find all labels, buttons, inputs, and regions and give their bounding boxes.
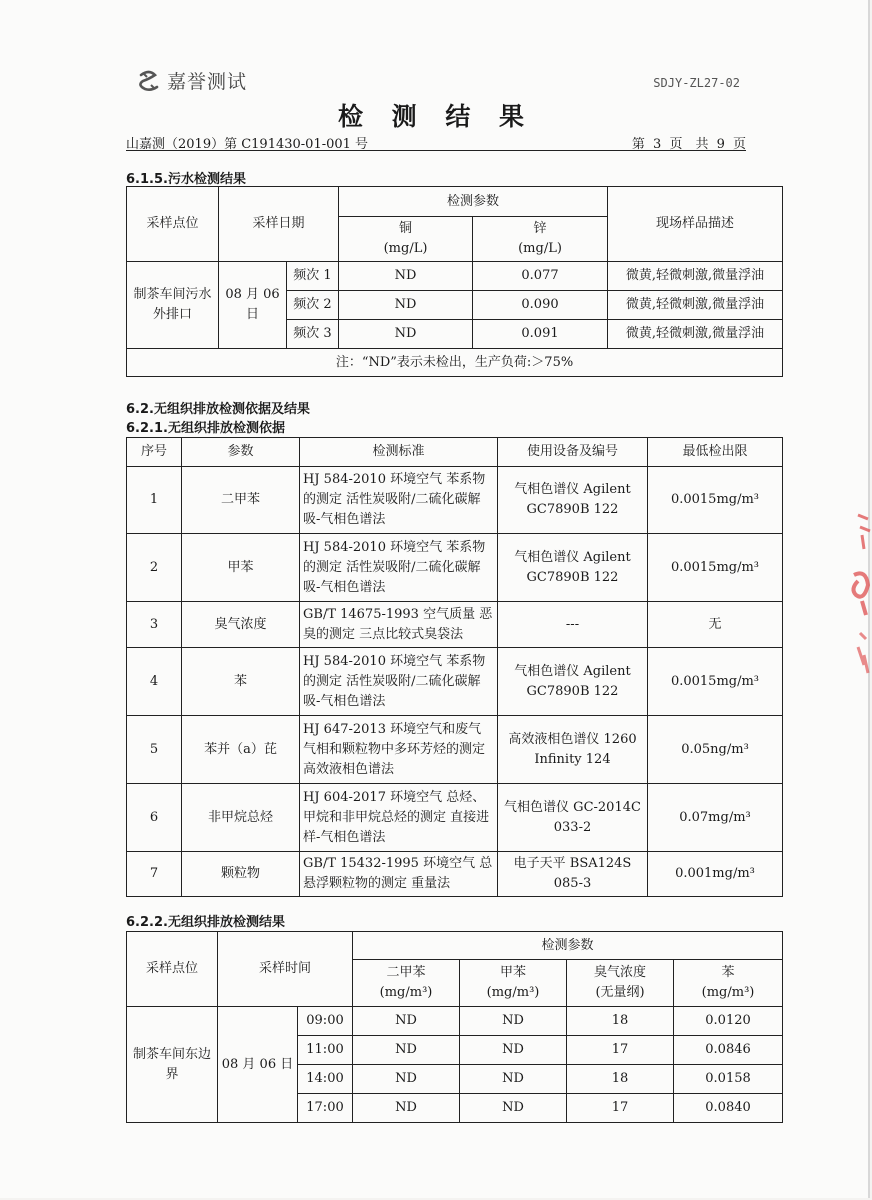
copper-cell: ND	[339, 262, 473, 291]
time-cell: 09:00	[298, 1007, 353, 1036]
row-param: 苯	[182, 648, 300, 716]
section-heading-results: 6.2.2.无组织排放检测结果	[126, 915, 285, 930]
zinc-cell: 0.091	[473, 320, 608, 349]
row-standard: HJ 584-2010 环境空气 苯系物的测定 活性炭吸附/二硫化碳解吸-气相色谱法	[300, 648, 498, 716]
header-benzene: 苯 (mg/m³)	[674, 960, 783, 1007]
header-time: 采样时间	[218, 932, 353, 1007]
section-heading-basis: 6.2.1.无组织排放检测依据	[126, 421, 285, 436]
section-heading-wastewater: 6.1.5.污水检测结果	[126, 172, 246, 187]
detection-basis-table	[126, 437, 783, 897]
row-limit: 0.0015mg/m³	[648, 648, 783, 716]
row-standard: GB/T 14675-1993 空气质量 恶臭的测定 三点比较式臭袋法	[300, 602, 498, 648]
row-no: 7	[127, 852, 182, 897]
desc-cell: 微黄,轻微刺激,微量浮油	[608, 320, 783, 349]
sampling-date: 08 月 06 日	[219, 262, 287, 349]
row-limit: 0.05ng/m³	[648, 716, 783, 784]
row-param: 颗粒物	[182, 852, 300, 897]
row-no: 6	[127, 784, 182, 852]
freq-cell: 频次 3	[287, 320, 339, 349]
table-note: 注：“ND”表示未检出，生产负荷:＞75%	[127, 349, 783, 377]
header-xylene: 二甲苯 (mg/m³)	[353, 960, 460, 1007]
row-no: 5	[127, 716, 182, 784]
sampling-date: 08 月 06 日	[218, 1007, 298, 1123]
header-date: 采样日期	[219, 187, 339, 262]
zinc-cell: 0.077	[473, 262, 608, 291]
document-code: SDJY-ZL27-02	[653, 76, 740, 90]
header-param: 参数	[182, 438, 300, 467]
header-params: 检测参数	[353, 932, 783, 960]
section-heading-unorganized: 6.2.无组织排放检测依据及结果	[126, 402, 310, 417]
row-no: 1	[127, 467, 182, 534]
xylene-cell: ND	[353, 1094, 460, 1123]
row-limit: 0.0015mg/m³	[648, 534, 783, 602]
header-standard: 检测标准	[300, 438, 498, 467]
unorganized-results-table	[126, 931, 783, 1123]
header-device: 使用设备及编号	[498, 438, 648, 467]
company-logo	[137, 67, 247, 94]
odor-cell: 18	[567, 1065, 674, 1094]
row-no: 3	[127, 602, 182, 648]
header-copper: 铜 (mg/L)	[339, 217, 473, 262]
freq-cell: 频次 1	[287, 262, 339, 291]
odor-cell: 17	[567, 1094, 674, 1123]
freq-cell: 频次 2	[287, 291, 339, 320]
row-device: 气相色谱仪 Agilent GC7890B 122	[498, 648, 648, 716]
benzene-cell: 0.0840	[674, 1094, 783, 1123]
xylene-cell: ND	[353, 1065, 460, 1094]
row-standard: HJ 584-2010 环境空气 苯系物的测定 活性炭吸附/二硫化碳解吸-气相色谱法	[300, 467, 498, 534]
xylene-cell: ND	[353, 1007, 460, 1036]
zinc-cell: 0.090	[473, 291, 608, 320]
xylene-cell: ND	[353, 1036, 460, 1065]
desc-cell: 微黄,轻微刺激,微量浮油	[608, 262, 783, 291]
page-title: 检 测 结 果	[337, 102, 535, 131]
row-no: 2	[127, 534, 182, 602]
company-logo-text: 嘉誉测试	[167, 71, 248, 93]
copper-cell: ND	[339, 320, 473, 349]
benzene-cell: 0.0120	[674, 1007, 783, 1036]
wastewater-results-table	[126, 186, 783, 377]
page-info: 第 3 页 共 9 页	[631, 137, 746, 152]
header-zinc: 锌 (mg/L)	[473, 217, 608, 262]
row-standard: GB/T 15432-1995 环境空气 总悬浮颗粒物的测定 重量法	[300, 852, 498, 897]
row-device: 电子天平 BSA124S 085-3	[498, 852, 648, 897]
header-no: 序号	[127, 438, 182, 467]
odor-cell: 18	[567, 1007, 674, 1036]
header-point: 采样点位	[127, 932, 218, 1007]
toluene-cell: ND	[460, 1036, 567, 1065]
time-cell: 17:00	[298, 1094, 353, 1123]
row-device: 气相色谱仪 Agilent GC7890B 122	[498, 534, 648, 602]
row-limit: 0.07mg/m³	[648, 784, 783, 852]
sampling-point: 制茶车间东边界	[127, 1007, 218, 1123]
toluene-cell: ND	[460, 1065, 567, 1094]
row-param: 二甲苯	[182, 467, 300, 534]
row-limit: 0.0015mg/m³	[648, 467, 783, 534]
toluene-cell: ND	[460, 1007, 567, 1036]
row-param: 苯并（a）芘	[182, 716, 300, 784]
desc-cell: 微黄,轻微刺激,微量浮油	[608, 291, 783, 320]
header-odor: 臭气浓度 (无量纲)	[567, 960, 674, 1007]
seal-stamp-fragment	[840, 505, 872, 685]
copper-cell: ND	[339, 291, 473, 320]
row-standard: HJ 647-2013 环境空气和废气 气相和颗粒物中多环芳烃的测定 高效液相色谱法	[300, 716, 498, 784]
header-limit: 最低检出限	[648, 438, 783, 467]
row-device: 高效液相色谱仪 1260 Infinity 124	[498, 716, 648, 784]
header-rule	[126, 150, 746, 151]
toluene-cell: ND	[460, 1094, 567, 1123]
row-limit: 0.001mg/m³	[648, 852, 783, 897]
benzene-cell: 0.0846	[674, 1036, 783, 1065]
header-desc: 现场样品描述	[608, 187, 783, 262]
time-cell: 14:00	[298, 1065, 353, 1094]
odor-cell: 17	[567, 1036, 674, 1065]
row-param: 甲苯	[182, 534, 300, 602]
row-no: 4	[127, 648, 182, 716]
benzene-cell: 0.0158	[674, 1065, 783, 1094]
row-device: ---	[498, 602, 648, 648]
header-params: 检测参数	[339, 187, 608, 217]
header-toluene: 甲苯 (mg/m³)	[460, 960, 567, 1007]
row-param: 非甲烷总烃	[182, 784, 300, 852]
row-device: 气相色谱仪 GC-2014C 033-2	[498, 784, 648, 852]
header-point: 采样点位	[127, 187, 219, 262]
company-logo-icon	[137, 69, 161, 93]
row-device: 气相色谱仪 Agilent GC7890B 122	[498, 467, 648, 534]
row-standard: HJ 584-2010 环境空气 苯系物的测定 活性炭吸附/二硫化碳解吸-气相色谱法	[300, 534, 498, 602]
row-standard: HJ 604-2017 环境空气 总烃、甲烷和非甲烷总烃的测定 直接进样-气相色谱法	[300, 784, 498, 852]
row-limit: 无	[648, 602, 783, 648]
time-cell: 11:00	[298, 1036, 353, 1065]
report-number: 山嘉测（2019）第 C191430-01-001 号	[126, 137, 369, 152]
sampling-point: 制茶车间污水外排口	[127, 262, 219, 349]
row-param: 臭气浓度	[182, 602, 300, 648]
